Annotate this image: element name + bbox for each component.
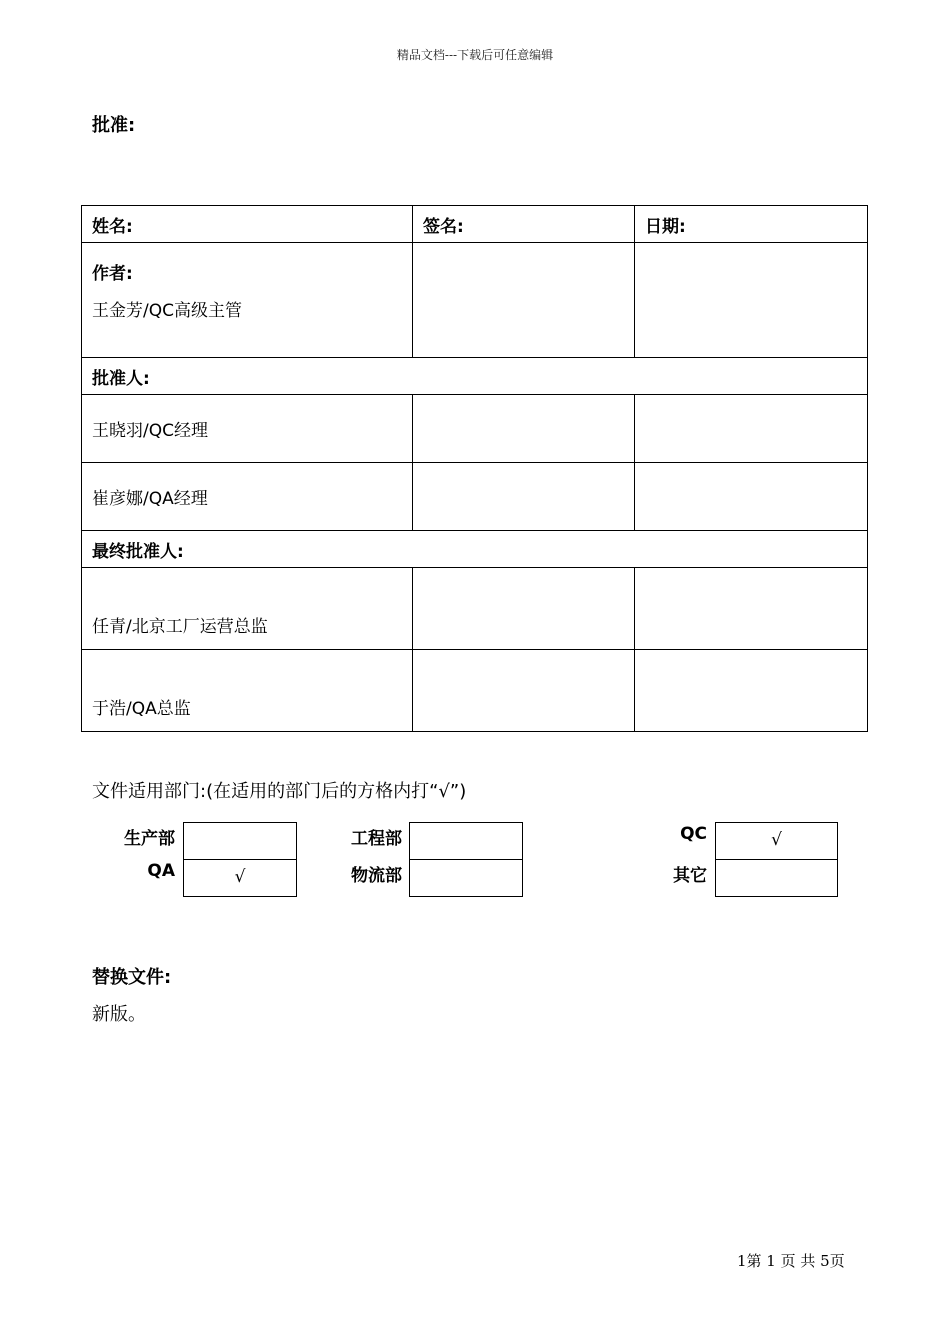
replacement-value: 新版。 [92, 1004, 146, 1025]
dept-checkbox-qa[interactable]: √ [183, 859, 297, 897]
approver-name: 崔彦娜/QA经理 [82, 463, 413, 531]
date-cell[interactable] [635, 395, 868, 463]
signature-cell[interactable] [413, 395, 635, 463]
dept-checkbox-engineering[interactable] [409, 822, 523, 860]
dept-checkbox-other[interactable] [715, 859, 838, 897]
dept-checkbox-logistics[interactable] [409, 859, 523, 897]
section-row [82, 531, 868, 568]
table-row [82, 243, 868, 358]
replacement-title: 替换文件: [92, 967, 172, 988]
signature-cell[interactable] [413, 568, 635, 650]
author-name: 王金芳/QC高级主管 [92, 301, 242, 321]
header-name: 姓名: [82, 206, 413, 243]
table-row [82, 568, 868, 650]
table-row [82, 463, 868, 531]
approval-title: 批准: [92, 115, 136, 136]
signature-cell[interactable] [413, 463, 635, 531]
final-approver-label: 最终批准人: [82, 531, 868, 568]
table-row [82, 650, 868, 732]
approver-label: 批准人: [82, 358, 868, 395]
dept-checkbox-qc[interactable]: √ [715, 822, 838, 860]
dept-label-qc: QC [680, 824, 707, 844]
header-date: 日期: [635, 206, 868, 243]
dept-label-engineering: 工程部 [351, 829, 402, 849]
dept-label-logistics: 物流部 [351, 866, 402, 886]
approver-name: 王晓羽/QC经理 [82, 395, 413, 463]
date-cell[interactable] [635, 568, 868, 650]
section-row [82, 358, 868, 395]
dept-label-qa: QA [147, 861, 175, 881]
header-signature: 签名: [413, 206, 635, 243]
signature-cell[interactable] [413, 243, 635, 358]
date-cell[interactable] [635, 463, 868, 531]
final-approver-name: 于浩/QA总监 [82, 650, 413, 732]
dept-label-other: 其它 [673, 866, 707, 886]
author-label: 作者: [92, 264, 133, 284]
page-number: 1第 1 页 共 5页 [737, 1252, 845, 1270]
table-row [82, 395, 868, 463]
final-approver-name: 任青/北京工厂运营总监 [82, 568, 413, 650]
signature-cell[interactable] [413, 650, 635, 732]
dept-checkbox-production[interactable] [183, 822, 297, 860]
author-cell [82, 243, 413, 358]
table-header-row [82, 206, 868, 243]
date-cell[interactable] [635, 650, 868, 732]
date-cell[interactable] [635, 243, 868, 358]
page-header-note: 精品文档---下载后可任意编辑 [396, 48, 554, 62]
dept-label-production: 生产部 [124, 829, 175, 849]
department-intro: 文件适用部门:(在适用的部门后的方格内打“√”) [92, 781, 467, 802]
signature-table [81, 205, 868, 732]
